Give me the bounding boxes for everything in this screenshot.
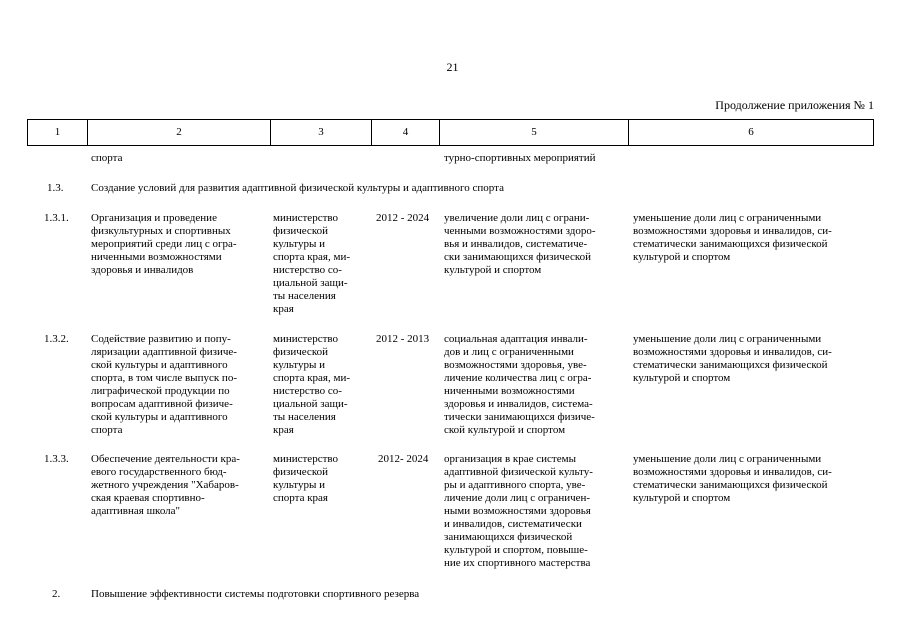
- carryover-result: турно-спортивных мероприятий: [444, 152, 596, 164]
- section-title: Создание условий для развития адаптивной физической культуры и адаптивного спорта: [91, 182, 504, 194]
- table-header-row: [27, 119, 874, 146]
- row-period: 2012- 2024: [378, 453, 429, 465]
- row-name: Организация и проведение физкультурных и спортивных мероприятий среди лиц с огра- ниченными возможностями здоровья и инвалидов: [91, 212, 237, 276]
- row-consequence: уменьшение доли лиц с ограниченными возможностями здоровья и инвалидов, си- стематически занимающихся физической культурой и спортом: [633, 453, 832, 504]
- row-number: 1.3.1.: [44, 212, 69, 224]
- row-executor: министерство физической культуры и спорта края, ми- нистерство со- циальной защи- ты населения края: [273, 212, 350, 315]
- row-name: Обеспечение деятельности кра- евого государственного бюд- жетного учреждения "Хабаров- ская краевая спортивно- адаптивная школа": [91, 453, 240, 517]
- section-number: 2.: [52, 588, 61, 600]
- page-number: 21: [446, 60, 459, 74]
- appendix-note: Продолжение приложения № 1: [715, 98, 874, 112]
- row-executor: министерство физической культуры и спорта края, ми- нистерство со- циальной защи- ты населения края: [273, 333, 350, 436]
- row-period: 2012 - 2024: [376, 212, 430, 224]
- row-result: социальная адаптация инвали- дов и лиц с ограниченными возможностями здоровья, уве- личение количества лиц с огра- ниченными возможностями здоровья и инвалидов, система- тически занимающихся физиче- ской культурой и спортом: [444, 333, 595, 436]
- row-name: Содействие развитию и попу- ляризации адаптивной физиче- ской культуры и адаптивного спорта, в том числе выпуск по- лиграфической продукции по вопросам адаптивной физиче- ской культуры и адаптивного спорта: [91, 333, 237, 436]
- row-consequence: уменьшение доли лиц с ограниченными возможностями здоровья и инвалидов, си- стематически занимающихся физической культурой и спортом: [633, 333, 832, 384]
- row-consequence: уменьшение доли лиц с ограниченными возможностями здоровья и инвалидов, си- стематически занимающихся физической культурой и спортом: [633, 212, 832, 263]
- section-number: 1.3.: [47, 182, 64, 194]
- row-number: 1.3.2.: [44, 333, 69, 345]
- row-number: 1.3.3.: [44, 453, 69, 465]
- header-col-1: 1: [27, 119, 88, 146]
- row-executor: министерство физической культуры и спорта края: [273, 453, 339, 504]
- header-col-2: 2: [88, 119, 271, 146]
- header-col-5: 5: [440, 119, 629, 146]
- row-period: 2012 - 2013: [376, 333, 430, 345]
- header-col-4: 4: [372, 119, 440, 146]
- header-col-6: 6: [629, 119, 874, 146]
- row-result: увеличение доли лиц с ограни- ченными возможностями здоро- вья и инвалидов, систематиче- ски занимающихся физической культурой и спортом: [444, 212, 596, 276]
- carryover-name: спорта: [91, 152, 123, 164]
- header-col-3: 3: [271, 119, 372, 146]
- section-title: Повышение эффективности системы подготовки спортивного резерва: [91, 588, 420, 600]
- row-result: организация в крае системы адаптивной физической культу- ры и адаптивного спорта, уве- личение доли лиц с ограничен- ными возможностями здоровья и инвалидов, систематически занимающихся физической культурой и спортом, повыше- ние их спортивного мастерства: [444, 453, 593, 569]
